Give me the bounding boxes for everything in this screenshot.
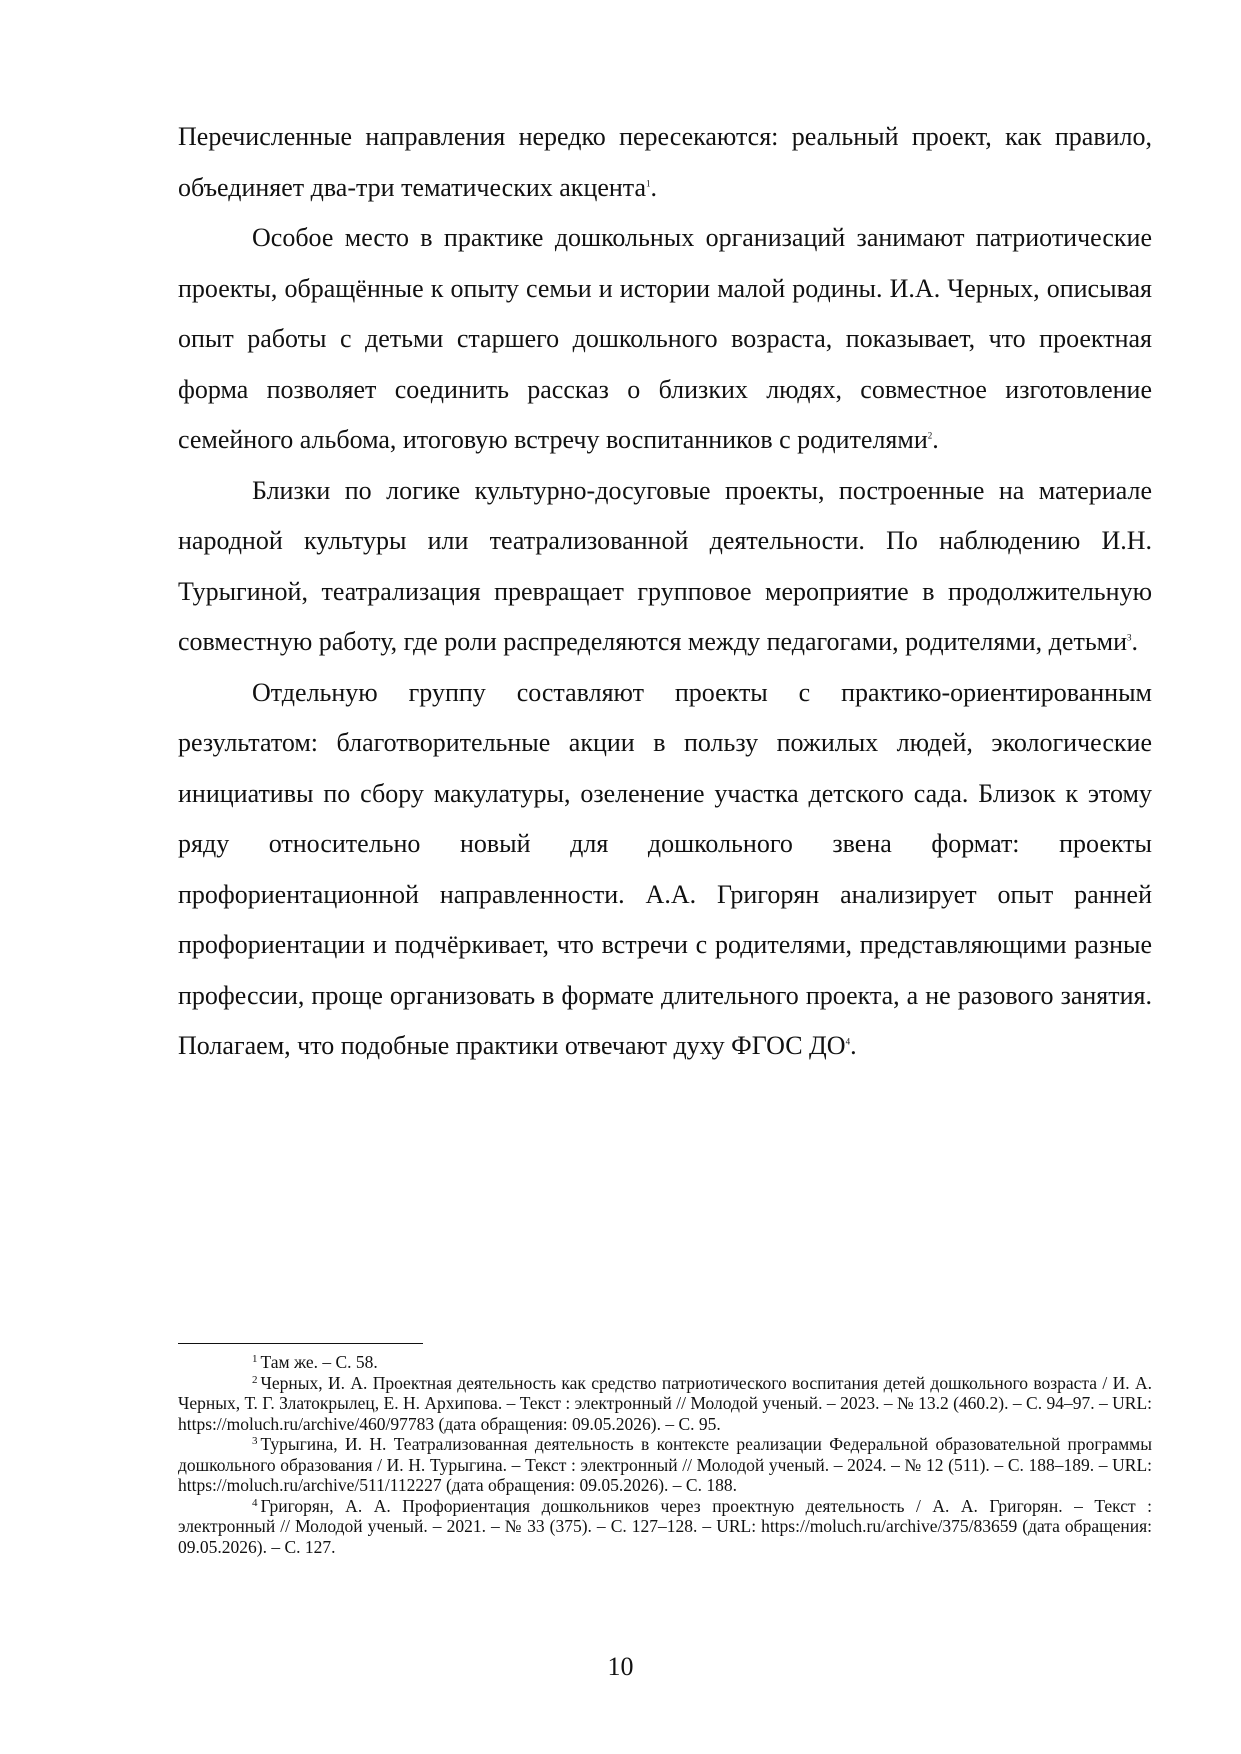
paragraph-text: Перечисленные направления нередко пересекаются: реальный проект, как правило, объединяет два-три тематических акцента	[178, 122, 1152, 202]
footnote-2	[178, 1373, 1152, 1435]
paragraph-4	[178, 668, 1152, 1072]
page-number: 10	[607, 1652, 634, 1681]
paragraph-1	[178, 112, 1152, 213]
footnote-number: 2	[252, 1373, 258, 1386]
footnote-separator	[178, 1343, 423, 1344]
footnote-ref-2[interactable]: 2	[927, 430, 933, 441]
paragraph-text: Особое место в практике дошкольных организаций занимают патриотические проекты, обращённые к опыту семьи и истории малой родины. И.А. Черных, описывая опыт работы с детьми старшего дошкольного возраста, показывает, что проектная форма позволяет соединить рассказ о близких людях, совместное изготовление семейного альбома, итоговую встречу воспитанников с родителями	[178, 223, 1152, 454]
footnote-ref-4[interactable]: 4	[845, 1036, 851, 1047]
paragraph-tail: .	[932, 425, 939, 454]
footnotes-section	[178, 1343, 1152, 1557]
paragraph-tail: .	[1131, 627, 1139, 656]
footnote-1	[178, 1352, 1152, 1373]
footnote-3	[178, 1434, 1152, 1496]
footnote-text: Турыгина, И. Н. Театрализованная деятельность в контексте реализации Федеральной образовательной программы дошкольного образования / И. Н. Турыгина. – Текст : электронный // Молодой ученый. – 2024. – № 12 (511). – С. 188–189. – URL: https://moluch.ru/archive/511/112227 (дата обращения: 09.05.2026). – С. 188.	[178, 1434, 1152, 1495]
footnote-number: 3	[252, 1435, 258, 1447]
paragraph-tail: .	[650, 172, 658, 202]
footnote-4	[178, 1496, 1152, 1558]
paragraph-text: Близки по логике культурно-досуговые проекты, построенные на материале народной культуры или театрализованной деятельности. По наблюдению И.Н. Турыгиной, театрализация превращает групповое мероприятие в продолжительную совместную работу, где роли распределяются между педагогами, родителями, детьми	[178, 475, 1152, 656]
footnote-text: Там же. – С. 58.	[260, 1352, 378, 1372]
paragraph-text: Отдельную группу составляют проекты с практико-ориентированным результатом: благотворительные акции в пользу пожилых людей, экологические инициативы по сбору макулатуры, озеленение участка детского сада. Близок к этому ряду относительно новый для дошкольного звена формат: проекты профориентационной направленности. А.А. Григорян анализирует опыт ранней профориентации и подчёркивает, что встречи с родителями, представляющими разные профессии, проще организовать в формате длительного проекта, а не разового занятия. Полагаем, что подобные практики отвечают духу ФГОС ДО	[178, 677, 1152, 1060]
footnote-text: Григорян, А. А. Профориентация дошкольников через проектную деятельность / А. А. Григорян. – Текст : электронный // Молодой ученый. – 2021. – № 33 (375). – С. 127–128. – URL: https://moluch.ru/archive/375/83659 (дата обращения: 09.05.2026). – С. 127.	[178, 1495, 1152, 1557]
paragraph-2	[178, 213, 1152, 466]
document-body	[178, 112, 1152, 1072]
footnote-number: 1	[252, 1353, 258, 1365]
footnote-number: 4	[252, 1496, 258, 1509]
paragraph-tail: .	[850, 1031, 857, 1060]
footnote-ref-1[interactable]: 1	[646, 177, 651, 188]
footnote-ref-3[interactable]: 3	[1127, 632, 1132, 643]
footnote-text: Черных, И. А. Проектная деятельность как средство патриотического воспитания детей дошкольного возраста / И. А. Черных, Т. Г. Златокрылец, Е. Н. Архипова. – Текст : электронный // Молодой ученый. – 2023. – № 13.2 (460.2). – С. 94–97. – URL: https://moluch.ru/archive/460/97783 (дата обращения: 09.05.2026). – С. 95.	[178, 1372, 1152, 1434]
paragraph-3	[178, 466, 1152, 668]
